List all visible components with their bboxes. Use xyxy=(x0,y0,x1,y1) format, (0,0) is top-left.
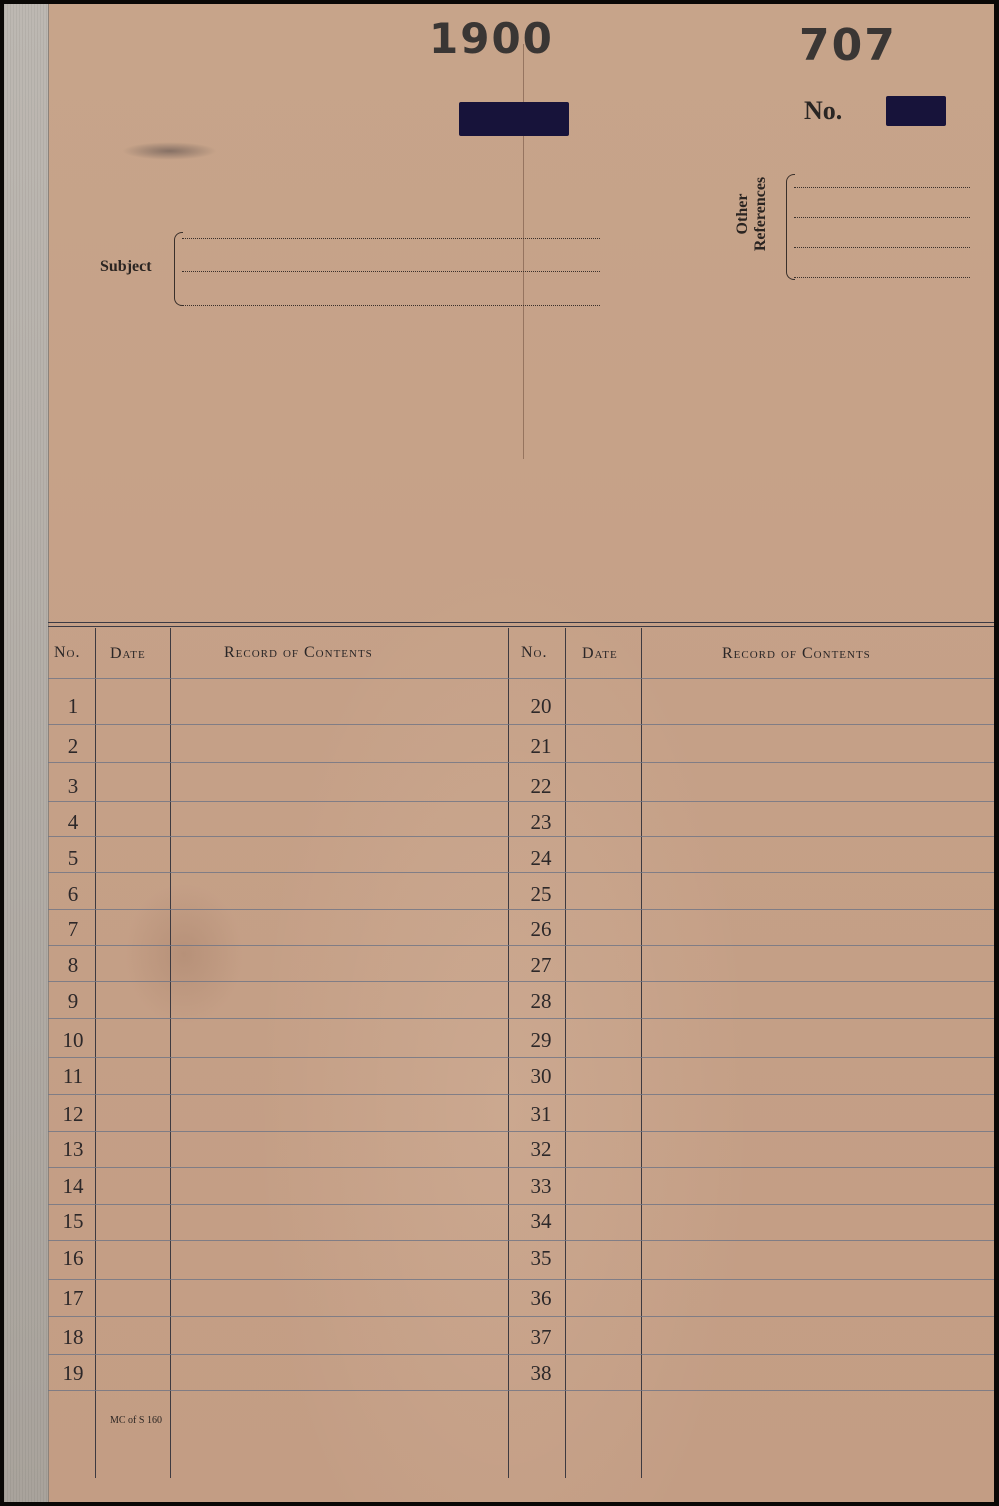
row-number: 23 xyxy=(530,810,552,834)
table-row-rule xyxy=(48,1316,994,1317)
row-number: 10 xyxy=(62,1028,84,1052)
table-row-rule xyxy=(48,1131,994,1132)
table-column-rule xyxy=(508,628,509,1478)
header-contents-right: Record of Contents xyxy=(722,645,871,662)
table-top-rule xyxy=(48,622,994,623)
row-number: 38 xyxy=(530,1361,552,1385)
row-number: 31 xyxy=(530,1102,552,1126)
header-date-right: Date xyxy=(582,645,618,662)
form-code: MC of S 160 xyxy=(110,1415,162,1426)
row-number: 16 xyxy=(62,1246,84,1270)
subject-label: Subject xyxy=(100,258,152,275)
file-cover xyxy=(4,4,994,1502)
row-number: 6 xyxy=(67,882,79,906)
table-row-rule xyxy=(48,945,994,946)
row-number: 24 xyxy=(530,846,552,870)
row-number: 34 xyxy=(530,1209,552,1233)
table-row-rule xyxy=(48,724,994,725)
row-number: 9 xyxy=(67,989,79,1013)
redaction-block xyxy=(459,102,569,136)
table-row-rule xyxy=(48,1204,994,1205)
row-number: 11 xyxy=(62,1064,84,1088)
table-row-rule xyxy=(48,678,994,679)
row-number: 13 xyxy=(62,1137,84,1161)
reference-line[interactable] xyxy=(794,187,970,188)
row-number: 4 xyxy=(67,810,79,834)
reference-line[interactable] xyxy=(794,247,970,248)
year-stamp: 1900 xyxy=(429,14,554,63)
number-mark: No. xyxy=(804,96,843,125)
row-number: 25 xyxy=(530,882,552,906)
row-number: 33 xyxy=(530,1174,552,1198)
row-number: 3 xyxy=(67,774,79,798)
table-row-rule xyxy=(48,1240,994,1241)
header-no-right: No. xyxy=(521,644,548,661)
row-number: 15 xyxy=(62,1209,84,1233)
row-number: 8 xyxy=(67,953,79,977)
table-row-rule xyxy=(48,762,994,763)
subject-line[interactable] xyxy=(182,305,600,306)
subject-line[interactable] xyxy=(182,238,600,239)
table-row-rule xyxy=(48,981,994,982)
binding-spine xyxy=(4,4,49,1502)
table-row-rule xyxy=(48,1018,994,1019)
table-column-rule xyxy=(641,628,642,1478)
table-row-rule xyxy=(48,1167,994,1168)
row-number: 7 xyxy=(67,917,79,941)
table-row-rule xyxy=(48,1390,994,1391)
row-number: 35 xyxy=(530,1246,552,1270)
table-top-rule xyxy=(48,626,994,627)
row-number: 5 xyxy=(67,846,79,870)
row-number: 21 xyxy=(530,734,552,758)
other-references-label: Other References xyxy=(734,176,769,252)
table-row-rule xyxy=(48,1279,994,1280)
row-number: 37 xyxy=(530,1325,552,1349)
row-number: 18 xyxy=(62,1325,84,1349)
row-number: 29 xyxy=(530,1028,552,1052)
reference-line[interactable] xyxy=(794,277,970,278)
table-row-rule xyxy=(48,909,994,910)
row-number: 36 xyxy=(530,1286,552,1310)
header-date-left: Date xyxy=(110,645,146,662)
row-number: 22 xyxy=(530,774,552,798)
row-number: 32 xyxy=(530,1137,552,1161)
table-row-rule xyxy=(48,801,994,802)
reference-line[interactable] xyxy=(794,217,970,218)
table-column-rule xyxy=(170,628,171,1478)
subject-line[interactable] xyxy=(182,271,600,272)
row-number: 30 xyxy=(530,1064,552,1088)
ink-smudge xyxy=(122,142,217,160)
row-number: 17 xyxy=(62,1286,84,1310)
row-number: 1 xyxy=(67,694,79,718)
row-number: 12 xyxy=(62,1102,84,1126)
table-row-rule xyxy=(48,1057,994,1058)
row-number: 14 xyxy=(62,1174,84,1198)
redaction-block xyxy=(886,96,946,126)
file-number-stamp: 707 xyxy=(799,20,897,71)
row-number: 20 xyxy=(530,694,552,718)
row-number: 27 xyxy=(530,953,552,977)
table-row-rule xyxy=(48,1354,994,1355)
table-row-rule xyxy=(48,836,994,837)
header-contents-left: Record of Contents xyxy=(224,644,373,661)
references-brace xyxy=(786,174,795,280)
table-row-rule xyxy=(48,872,994,873)
subject-brace xyxy=(174,232,183,306)
header-no-left: No. xyxy=(54,644,81,661)
row-number: 28 xyxy=(530,989,552,1013)
row-number: 2 xyxy=(67,734,79,758)
row-number: 19 xyxy=(62,1361,84,1385)
table-row-rule xyxy=(48,1094,994,1095)
row-number: 26 xyxy=(530,917,552,941)
